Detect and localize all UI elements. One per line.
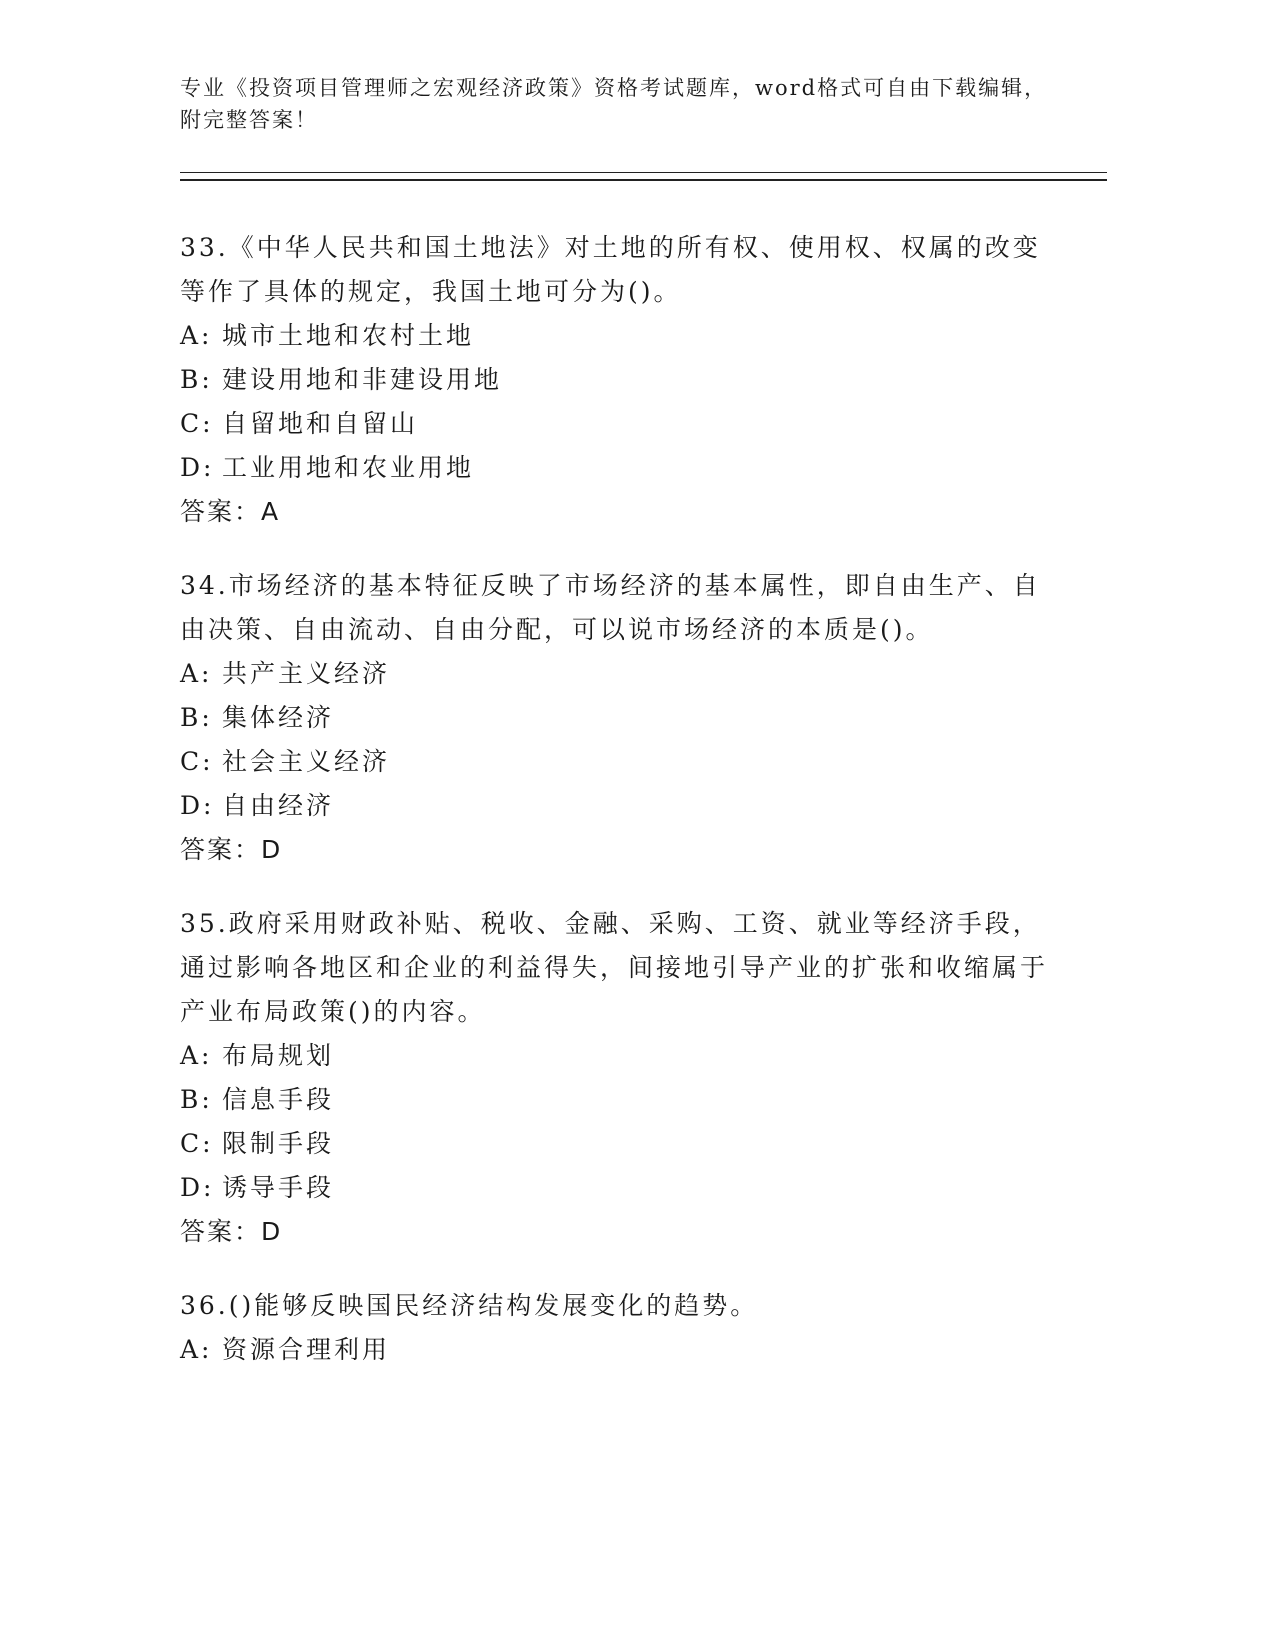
question-33 <box>180 226 1060 534</box>
option-letter: C: <box>180 409 214 438</box>
option-text: 社会主义经济 <box>222 747 391 776</box>
option-a <box>180 652 1060 696</box>
option-letter: D: <box>180 791 215 820</box>
option-text: 诱导手段 <box>222 1173 335 1202</box>
option-b <box>180 1078 1060 1122</box>
option-c <box>180 1122 1060 1166</box>
option-text: 共产主义经济 <box>222 659 391 688</box>
header-divider <box>180 172 1107 181</box>
option-d <box>180 446 1060 490</box>
option-text: 集体经济 <box>222 703 335 732</box>
question-36 <box>180 1284 1060 1372</box>
option-letter: D: <box>180 1173 215 1202</box>
question-35 <box>180 902 1060 1254</box>
option-d <box>180 784 1060 828</box>
option-a <box>180 314 1060 358</box>
option-a <box>180 1328 1060 1372</box>
answer-line: 答案：D <box>180 1217 283 1246</box>
option-text: 工业用地和农业用地 <box>222 453 475 482</box>
option-b <box>180 358 1060 402</box>
option-text: 信息手段 <box>222 1085 335 1114</box>
option-c <box>180 402 1060 446</box>
option-a <box>180 1034 1060 1078</box>
option-text: 城市土地和农村土地 <box>222 321 475 350</box>
question-list <box>180 226 1060 1402</box>
option-text: 布局规划 <box>222 1041 335 1070</box>
question-stem: 33.《中华人民共和国土地法》对土地的所有权、使用权、权属的改变等作了具体的规定，我国土地可分为()。 <box>180 233 1041 306</box>
question-stem: 36.()能够反映国民经济结构发展变化的趋势。 <box>180 1291 759 1320</box>
option-text: 限制手段 <box>222 1129 335 1158</box>
option-d <box>180 1166 1060 1210</box>
option-letter: C: <box>180 1129 214 1158</box>
option-letter: C: <box>180 747 214 776</box>
option-letter: A: <box>180 1335 213 1364</box>
option-text: 资源合理利用 <box>222 1335 391 1364</box>
option-letter: B: <box>180 365 213 394</box>
document-header: 专业《投资项目管理师之宏观经济政策》资格考试题库，word格式可自由下载编辑，附完整答案！ <box>180 76 1048 132</box>
option-c <box>180 740 1060 784</box>
option-letter: B: <box>180 703 213 732</box>
option-letter: A: <box>180 659 213 688</box>
option-text: 自由经济 <box>222 791 335 820</box>
question-stem: 35.政府采用财政补贴、税收、金融、采购、工资、就业等经济手段，通过影响各地区和企业的利益得失，间接地引导产业的扩张和收缩属于产业布局政策()的内容。 <box>180 909 1049 1026</box>
option-text: 建设用地和非建设用地 <box>222 365 503 394</box>
option-letter: B: <box>180 1085 213 1114</box>
answer-line: 答案：A <box>180 497 281 526</box>
question-34 <box>180 564 1060 872</box>
question-stem: 34.市场经济的基本特征反映了市场经济的基本属性，即自由生产、自由决策、自由流动、自由分配，可以说市场经济的本质是()。 <box>180 571 1041 644</box>
option-b <box>180 696 1060 740</box>
option-text: 自留地和自留山 <box>222 409 419 438</box>
option-letter: A: <box>180 1041 213 1070</box>
option-letter: A: <box>180 321 213 350</box>
answer-line: 答案：D <box>180 835 283 864</box>
option-letter: D: <box>180 453 215 482</box>
